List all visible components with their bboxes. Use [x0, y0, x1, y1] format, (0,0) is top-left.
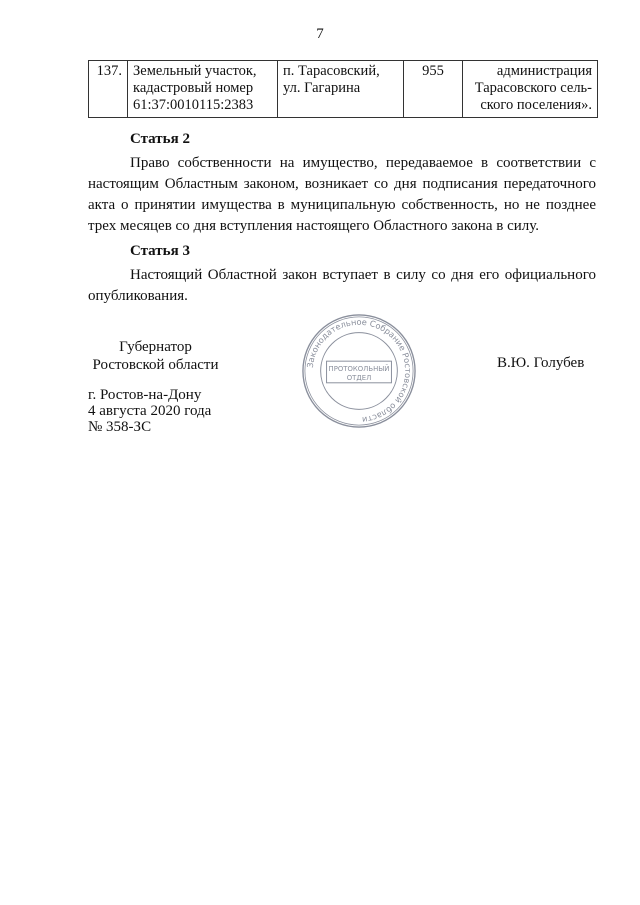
- article-3-title: Статья 3: [130, 243, 190, 259]
- page-number: 7: [316, 26, 324, 42]
- article-2-title: Статья 2: [130, 131, 190, 147]
- object-cell: [128, 61, 278, 118]
- stamp-center-line1: ПРОТОКОЛЬНЫЙ: [328, 365, 390, 373]
- place-and-date: [88, 387, 211, 435]
- stamp-center-line2: ОТДЕЛ: [346, 373, 372, 382]
- address-cell: [278, 61, 404, 118]
- area-cell: 955: [404, 61, 463, 118]
- signatory-position: [88, 338, 223, 374]
- date: 4 августа 2020 года: [88, 403, 212, 419]
- address-line: ул. Гагарина: [283, 80, 361, 96]
- city: г. Ростов-на-Дону: [88, 387, 202, 403]
- law-number: № 358-ЗС: [88, 419, 152, 435]
- recipient-line: администрация: [496, 63, 592, 79]
- table-row: [89, 61, 598, 118]
- recipient-cell: [463, 61, 598, 118]
- article-2-text: Право собственности на имущество, передаваемое в соответствии с настоящим Областным законом, возникает со дня подписания передаточного акта о принятии имущества в муниципальную собственность, но не позднее трех месяцев со дня вступления настоящего Областного закона в силу.: [88, 155, 596, 234]
- position-line: Губернатор: [119, 339, 192, 355]
- object-line: кадастровый номер: [133, 80, 254, 96]
- position-line: Ростовской области: [92, 357, 219, 373]
- address-line: п. Тарасовский,: [283, 63, 380, 79]
- official-stamp: [300, 312, 418, 430]
- recipient-line: ского поселения».: [480, 97, 592, 113]
- stamp-ring-textpath: Законодательное Собрание Ростовской области: [304, 316, 414, 426]
- object-line: Земельный участок,: [133, 63, 257, 79]
- row-number: 137.: [89, 61, 128, 118]
- recipient-line: Тарасовского сель-: [474, 80, 592, 96]
- signatory-name: В.Ю. Голубев: [497, 355, 585, 371]
- article-3-text: Настоящий Областной закон вступает в силу со дня его официального опубликования.: [88, 267, 596, 304]
- object-line: 61:37:0010115:2383: [133, 97, 254, 113]
- property-table: [88, 60, 598, 118]
